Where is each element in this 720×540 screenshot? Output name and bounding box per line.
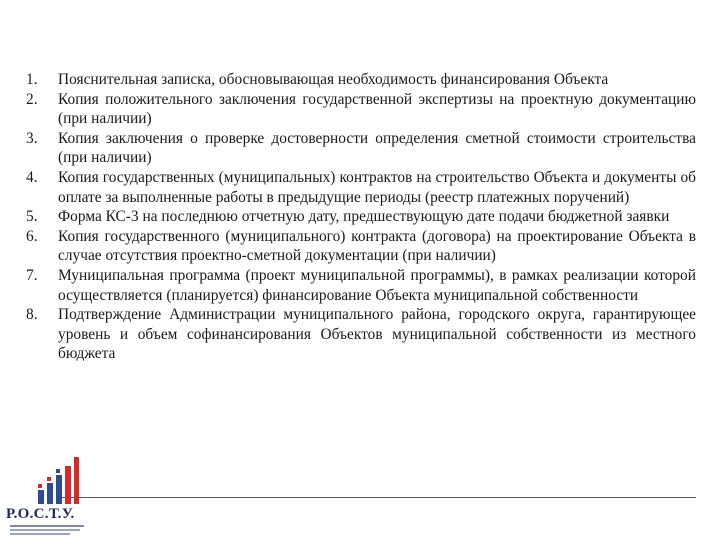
- list-item: [24, 266, 696, 305]
- rising-bars-logo-icon: [36, 454, 80, 504]
- list-item-text: Муниципальная программа (проект муниципальной программы), в рамках реализации которой осуществляется (планируется) финансирование Объекта муниципальной собственности: [58, 266, 696, 304]
- list-item: [24, 227, 696, 266]
- list-item-number: 5.: [26, 208, 38, 226]
- list-item-text: Копия заключения о проверке достоверности определения сметной стоимости строительства (при наличии): [58, 129, 696, 167]
- list-item-text: Копия положительного заключения государственной экспертизы на проектную документацию (при наличии): [58, 90, 696, 128]
- list-item: [24, 168, 696, 207]
- footer-divider: [58, 497, 696, 498]
- list-item: [24, 305, 696, 364]
- list-item: [24, 90, 696, 129]
- list-item-number: 3.: [26, 129, 38, 147]
- logo-title: Р.О.С.Т.У.: [6, 506, 75, 522]
- list-item-text: Копия государственного (муниципального) контракта (договора) на проектирование Объекта в случае отсутствия проектно-сметной документации (при наличии): [58, 227, 696, 265]
- list-item-number: 7.: [26, 266, 38, 284]
- list-item: [24, 70, 696, 90]
- list-item-number: 1.: [26, 71, 38, 88]
- list-item-text: Пояснительная записка, обосновывающая необходимость финансирования Объекта: [58, 71, 609, 88]
- list-item-number: 2.: [26, 90, 38, 108]
- list-item: [24, 129, 696, 168]
- document-list: [24, 70, 696, 364]
- list-item-number: 4.: [26, 168, 38, 186]
- list-item-text: Форма КС-3 на последнюю отчетную дату, предшествующую дате подачи бюджетной заявки: [58, 208, 670, 226]
- list-item: [24, 207, 696, 227]
- logo-tagline-graphic: [10, 524, 84, 536]
- list-item-text: Копия государственных (муниципальных) контрактов на строительство Объекта и документы об оплате за выполненные работы в предыдущие периоды (реестр платежных поручений): [58, 168, 696, 206]
- rostu-logo: [6, 454, 86, 538]
- list-item-number: 8.: [26, 306, 38, 324]
- list-item-number: 6.: [26, 227, 38, 245]
- list-item-text: Подтверждение Администрации муниципального района, городского округа, гарантирующее уровень и объем софинансирования Объектов муниципальной собственности из местного бюджета: [58, 306, 696, 363]
